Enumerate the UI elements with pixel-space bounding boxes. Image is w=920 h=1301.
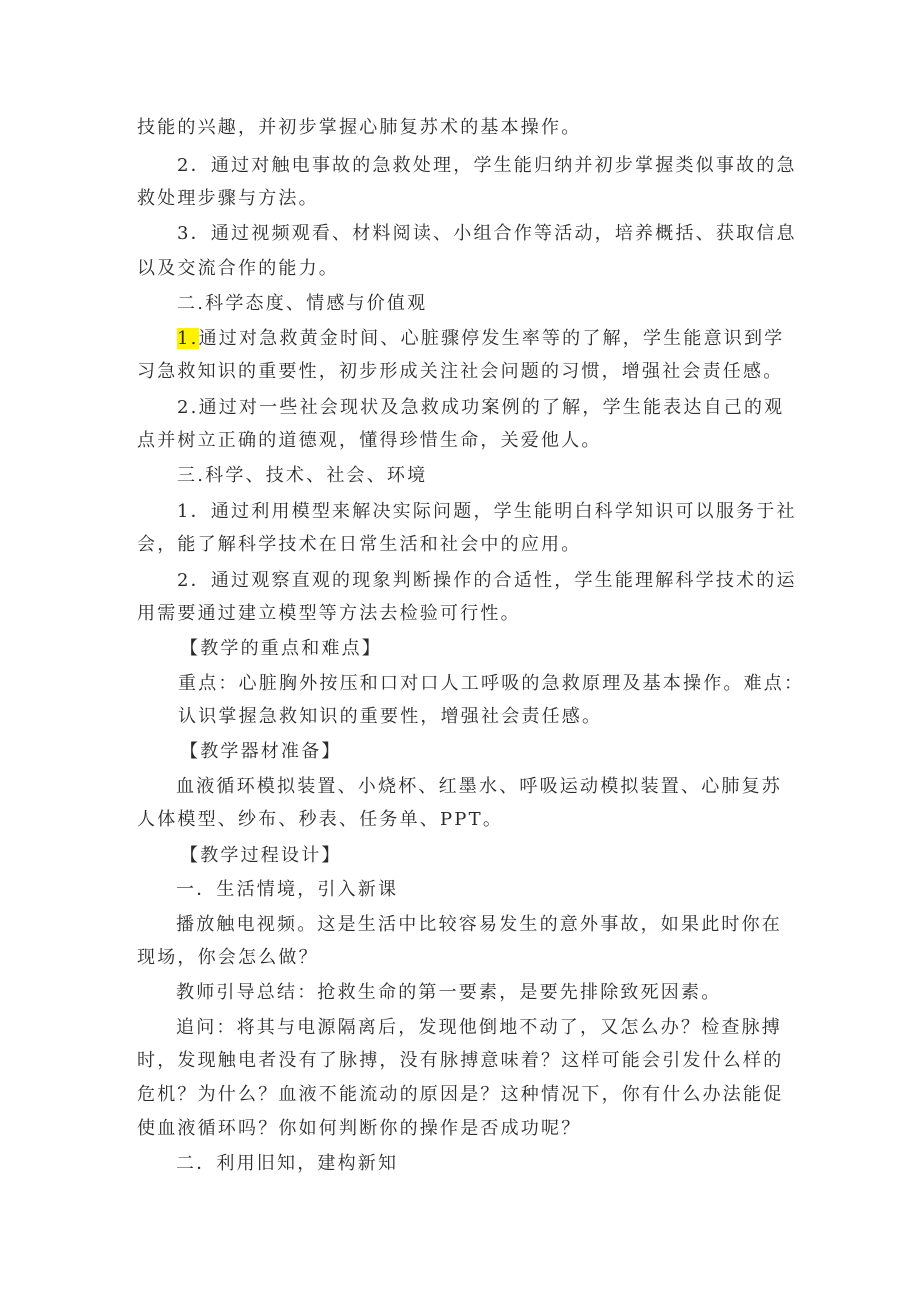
section-heading: 一．生活情境，引入新课 — [176, 879, 399, 900]
text-line: 救处理步骤与方法。 — [137, 188, 319, 209]
text-line: 追问：将其与电源隔离后，发现他倒地不动了，又怎么办？检查脉搏 — [176, 1017, 782, 1038]
text-line: 时，发现触电者没有了脉搏，没有脉搏意味着？这样可能会引发什么样的 — [137, 1050, 784, 1071]
section-heading: 三.科学、技术、社会、环境 — [177, 465, 428, 486]
text-line: 危机？为什么？血液不能流动的原因是？这种情况下，你有什么办法能促 — [137, 1084, 784, 1105]
highlighted-number: 1. — [177, 328, 199, 349]
text-line: 现场，你会怎么做？ — [137, 947, 319, 968]
text-line: 点并树立正确的道德观，懂得珍惜生命，关爱他人。 — [137, 430, 602, 451]
text-line — [0, 327, 920, 351]
text-line: 用需要通过建立模型等方法去检验可行性。 — [137, 603, 521, 624]
text-line: 会，能了解科学技术在日常生活和社会中的应用。 — [137, 534, 582, 555]
text-line: 血液循环模拟装置、小烧杯、红墨水、呼吸运动模拟装置、心肺复苏 — [176, 776, 782, 797]
text-line: 3．通过视频观看、材料阅读、小组合作等活动，培养概括、获取信息 — [177, 223, 797, 244]
text-line: 教师引导总结：抢救生命的第一要素，是要先排除致死因素。 — [176, 982, 722, 1003]
text-line: 重点：心脏胸外按压和口对口人工呼吸的急救原理及基本操作。难点： — [178, 673, 805, 694]
section-heading: 【教学过程设计】 — [180, 845, 342, 866]
section-heading: 【教学的重点和难点】 — [180, 638, 382, 659]
text-line: 1．通过利用模型来解决实际问题，学生能明白科学知识可以服务于社 — [177, 501, 797, 522]
text-line: 2.通过对一些社会现状及急救成功案例的了解，学生能表达自己的观 — [177, 397, 785, 418]
text-line: 人体模型、纱布、秒表、任务单、PPT。 — [137, 809, 504, 830]
text-line: 技能的兴趣，并初步掌握心肺复苏术的基本操作。 — [137, 117, 582, 138]
text-line: 2．通过对触电事故的急救处理，学生能归纳并初步掌握类似事故的急 — [177, 155, 797, 176]
section-heading: 二．利用旧知，建构新知 — [176, 1153, 399, 1174]
section-heading: 二.科学态度、情感与价值观 — [177, 293, 428, 314]
section-heading: 【教学器材准备】 — [180, 741, 342, 762]
text-line: 播放触电视频。这是生活中比较容易发生的意外事故，如果此时你在 — [176, 914, 782, 935]
text-line: 以及交流合作的能力。 — [137, 258, 339, 279]
text-line-continuation: 通过对急救黄金时间、心脏骤停发生率等的了解，学生能意识到学 — [198, 328, 785, 349]
text-line: 习急救知识的重要性，初步形成关注社会问题的习惯，增强社会责任感。 — [137, 361, 784, 382]
text-line: 认识掌握急救知识的重要性，增强社会责任感。 — [178, 706, 603, 727]
text-line: 使血液循环吗？你如何判断你的操作是否成功呢？ — [137, 1118, 582, 1139]
text-line: 2．通过观察直观的现象判断操作的合适性，学生能理解科学技术的运 — [177, 570, 797, 591]
